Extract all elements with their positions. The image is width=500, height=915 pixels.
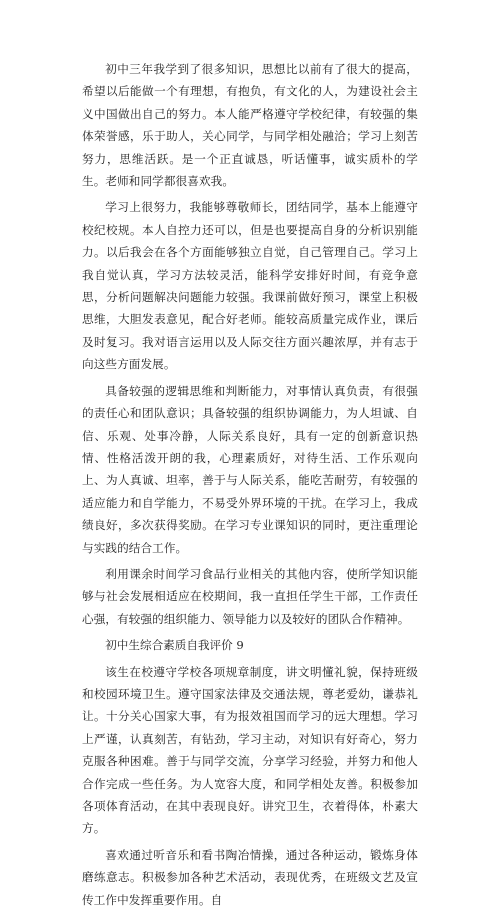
paragraph-1: 初中三年我学到了很多知识，思想比以前有了很大的提高，希望以后能做一个有理想，有抱负，有文化的人，为建设社会主义中国做出自己的努力。本人能严格遵守学校纪律，有较强的集体荣誉感，乐于助人，关心同学，与同学相处融洽；学习上刻苦努力，思维活跃。是一个正直诚恳，听话懂事，诚实质朴的学生。老师和同学都很喜欢我。 (82, 62, 418, 189)
section-heading: 初中生综合素质自我评价 9 (105, 638, 244, 653)
paragraph-6: 喜欢通过听音乐和看书陶冶情操，通过各种运动，锻炼身体磨练意志。积极参加各种艺术活动，表现优秀，在班级文艺及宣传工作中发挥重要作用。自 (82, 847, 418, 907)
paragraph-3: 具备较强的逻辑思维和判断能力，对事情认真负责，有很强的责任心和团队意识；具备较强的组织协调能力，为人坦诚、自信、乐观、处事冷静，人际关系良好，具有一定的创新意识热情、性格活泼开朗的我，心理素质好，对待生活、工作乐观向上、为人真诚、坦率，善于与人际关系，能吃苦耐劳，有较强的适应能力和自学能力，不易受外界环境的干扰。在学习上，我成绩良好，多次获得奖励。在学习专业课知识的同时，更注重理论与实践的结合工作。 (82, 383, 418, 555)
paragraph-5: 该生在校遵守学校各项规章制度，讲文明懂礼貌，保持班级和校园环境卫生。遵守国家法律及交通法规，尊老爱幼，谦恭礼让。十分关心国家大事，有为报效祖国而学习的远大理想。学习上严谨，认真刻苦，有钻劲，学习主动，对知识有好奇心，努力克服各种困难。善于与同学交流，分享学习经验，并努力和他人合作完成一些任务。为人宽容大度，和同学相处友善。积极参加各项体育活动，在其中表现良好。讲究卫生，衣着得体，朴素大方。 (82, 664, 418, 836)
paragraph-2: 学习上很努力，我能够尊敬师长，团结同学，基本上能遵守校纪校规。本人自控力还可以，但是也要提高自身的分析识别能力。以后我会在各个方面能够独立自觉，自己管理自己。学习上我自觉认真，学习方法较灵活，能科学安排好时间，有竞争意思，分析问题解决问题能力较强。我课前做好预习，课堂上积极思维，大胆发表意见，配合好老师。能较高质量完成作业，课后及时复习。我对语言运用以及人际交往方面兴趣浓厚，并有志于向这些方面发展。 (82, 200, 418, 372)
paragraph-4: 利用课余时间学习食品行业相关的其他内容，使所学知识能够与社会发展相适应在校期间，我一直担任学生干部，工作责任心强，有较强的组织能力、领导能力以及较好的团队合作精神。 (82, 566, 418, 626)
document-body (82, 58, 418, 915)
